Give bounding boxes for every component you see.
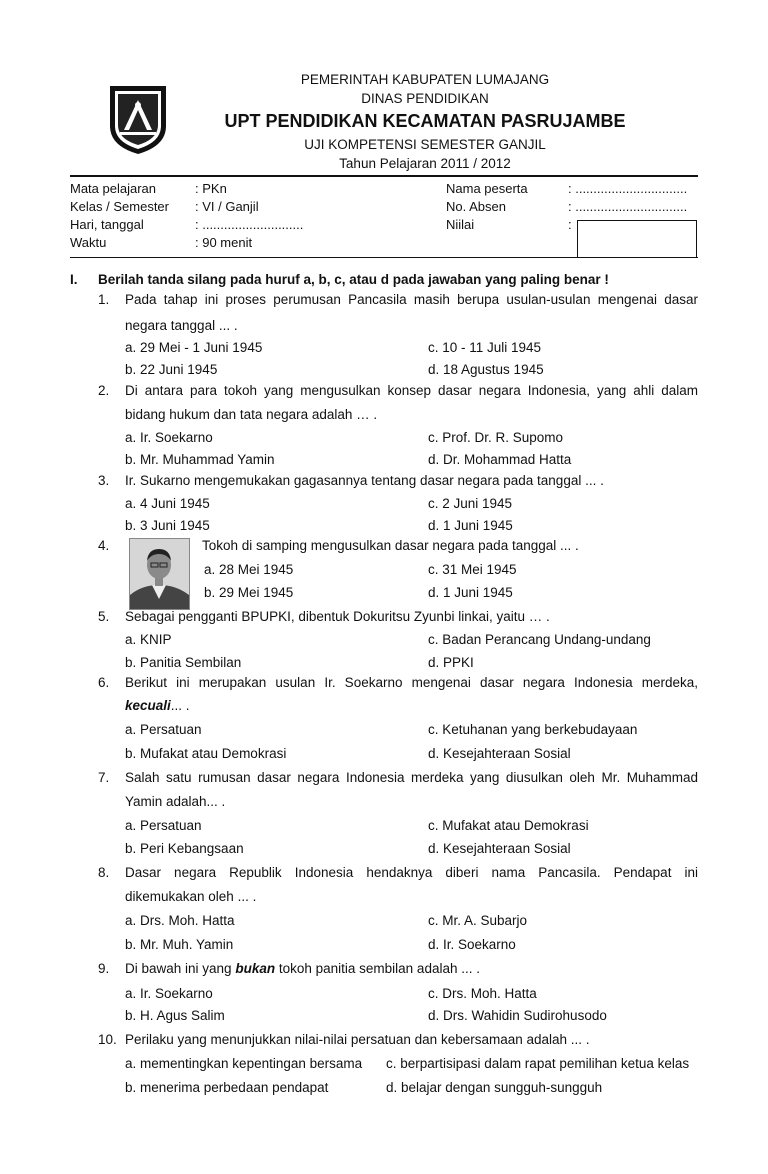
q10-option-a[interactable]: a. mementingkan kepentingan bersama (125, 1056, 363, 1071)
q5-option-a[interactable]: a. KNIP (125, 632, 172, 647)
header-line-department: DINAS PENDIDIKAN (361, 91, 489, 106)
q7-option-a[interactable]: a. Persatuan (125, 818, 202, 833)
q8-option-d[interactable]: d. Ir. Soekarno (428, 937, 516, 952)
info-value-date: : ............................ (195, 217, 304, 232)
q6-text-line1: Berikut ini merupakan usulan Ir. Soekarno mengenai dasar negara Indonesia merdeka, (125, 675, 698, 690)
q7-number: 7. (98, 770, 110, 785)
q2-option-d[interactable]: d. Dr. Mohammad Hatta (428, 452, 572, 467)
q5-option-d[interactable]: d. PPKI (428, 655, 474, 670)
q7-text-line1: Salah satu rumusan dasar negara Indonesia merdeka yang diusulkan oleh Mr. Muhammad (125, 770, 698, 785)
portrait-photo (129, 538, 190, 610)
q4-text: Tokoh di samping mengusulkan dasar negara pada tanggal ... . (202, 538, 579, 553)
info-label-class: Kelas / Semester (70, 199, 169, 214)
q6-option-a[interactable]: a. Persatuan (125, 722, 202, 737)
q10-option-b[interactable]: b. menerima perbedaan pendapat (125, 1080, 329, 1095)
section-instruction: Berilah tanda silang pada huruf a, b, c, atau d pada jawaban yang paling benar ! (98, 272, 609, 287)
q9-text-post: tokoh panitia sembilan adalah ... . (275, 961, 480, 976)
header-line-institution: UPT PENDIDIKAN KECAMATAN PASRUJAMBE (224, 111, 626, 131)
q7-text-line2: Yamin adalah... . (125, 794, 226, 809)
info-value-class: : VI / Ganjil (195, 199, 259, 214)
q8-option-b[interactable]: b. Mr. Muh. Yamin (125, 937, 234, 952)
q3-option-c[interactable]: c. 2 Juni 1945 (428, 496, 513, 511)
q1-option-d[interactable]: d. 18 Agustus 1945 (428, 362, 544, 377)
info-value-name: : ............................... (568, 181, 688, 196)
info-label-time: Waktu (70, 235, 107, 250)
q1-number: 1. (98, 292, 110, 307)
q1-option-a[interactable]: a. 29 Mei - 1 Juni 1945 (125, 340, 263, 355)
q6-option-d[interactable]: d. Kesejahteraan Sosial (428, 746, 571, 761)
q10-text: Perilaku yang menunjukkan nilai-nilai persatuan dan kebersamaan adalah ... . (125, 1032, 590, 1047)
q1-option-b[interactable]: b. 22 Juni 1945 (125, 362, 218, 377)
q9-option-b[interactable]: b. H. Agus Salim (125, 1008, 225, 1023)
q8-option-c[interactable]: c. Mr. A. Subarjo (428, 913, 528, 928)
q5-text: Sebagai pengganti BPUPKI, dibentuk Dokuritsu Zyunbi linkai, yaitu … . (125, 609, 550, 624)
q4-option-b[interactable]: b. 29 Mei 1945 (204, 585, 294, 600)
q2-text-line2: bidang hukum dan tata negara adalah … . (125, 407, 378, 422)
q9-number: 9. (98, 961, 110, 976)
q6-number: 6. (98, 675, 110, 690)
info-label-score: Niilai (446, 217, 475, 232)
info-value-score: : (568, 217, 572, 232)
q2-number: 2. (98, 383, 110, 398)
q3-number: 3. (98, 473, 110, 488)
info-divider (70, 257, 698, 258)
q6-text-line2 (125, 698, 190, 713)
q4-option-a[interactable]: a. 28 Mei 1945 (204, 562, 294, 577)
info-value-time: : 90 menit (195, 235, 253, 250)
q10-option-c[interactable]: c. berpartisipasi dalam rapat pemilihan ketua kelas (386, 1056, 690, 1071)
q3-option-a[interactable]: a. 4 Juni 1945 (125, 496, 210, 511)
q6-option-c[interactable]: c. Ketuhanan yang berkebudayaan (428, 722, 638, 737)
q9-option-a[interactable]: a. Ir. Soekarno (125, 986, 213, 1001)
q8-text-line1: Dasar negara Republik Indonesia hendaknya diberi nama Pancasila. Pendapat ini (125, 865, 698, 880)
info-label-subject: Mata pelajaran (70, 181, 156, 196)
header-line-exam: UJI KOMPETENSI SEMESTER GANJIL (304, 137, 546, 152)
q5-option-c[interactable]: c. Badan Perancang Undang-undang (428, 632, 651, 647)
q3-text: Ir. Sukarno mengemukakan gagasannya tentang dasar negara pada tanggal ... . (125, 473, 604, 488)
q7-option-c[interactable]: c. Mufakat atau Demokrasi (428, 818, 589, 833)
header-divider (70, 175, 698, 177)
header-line-year: Tahun Pelajaran 2011 / 2012 (339, 156, 511, 171)
info-label-name: Nama peserta (446, 181, 528, 196)
q8-option-a[interactable]: a. Drs. Moh. Hatta (125, 913, 235, 928)
q10-option-d[interactable]: d. belajar dengan sungguh-sungguh (386, 1080, 603, 1095)
section-number: I. (70, 272, 78, 287)
info-label-absen: No. Absen (446, 199, 506, 214)
q1-text-line1: Pada tahap ini proses perumusan Pancasila masih berupa usulan-usulan mengenai dasar (125, 292, 698, 307)
q1-option-c[interactable]: c. 10 - 11 Juli 1945 (428, 340, 542, 355)
header-line-government: PEMERINTAH KABUPATEN LUMAJANG (300, 72, 550, 87)
q4-option-d[interactable]: d. 1 Juni 1945 (428, 585, 513, 600)
q9-option-d[interactable]: d. Drs. Wahidin Sudirohusodo (428, 1008, 607, 1023)
q9-emphasis: bukan (235, 961, 276, 976)
score-box (577, 220, 697, 258)
q5-option-b[interactable]: b. Panitia Sembilan (125, 655, 242, 670)
q9-text (125, 961, 480, 976)
q2-text-line1: Di antara para tokoh yang mengusulkan konsep dasar negara Indonesia, yang ahli dalam (125, 383, 698, 398)
q9-option-c[interactable]: c. Drs. Moh. Hatta (428, 986, 537, 1001)
q10-number: 10. (98, 1032, 117, 1047)
q8-text-line2: dikemukakan oleh ... . (125, 889, 257, 904)
q2-option-b[interactable]: b. Mr. Muhammad Yamin (125, 452, 275, 467)
q6-tail: ... . (170, 698, 190, 713)
q7-option-d[interactable]: d. Kesejahteraan Sosial (428, 841, 571, 856)
q4-number: 4. (98, 538, 110, 553)
q1-text-line2: negara tanggal ... . (125, 318, 238, 333)
q8-number: 8. (98, 865, 110, 880)
q2-option-c[interactable]: c. Prof. Dr. R. Supomo (428, 430, 564, 445)
q9-text-pre: Di bawah ini yang (125, 961, 236, 976)
q7-option-b[interactable]: b. Peri Kebangsaan (125, 841, 244, 856)
q5-number: 5. (98, 609, 110, 624)
q3-option-d[interactable]: d. 1 Juni 1945 (428, 518, 513, 533)
q2-option-a[interactable]: a. Ir. Soekarno (125, 430, 213, 445)
q6-emphasis: kecuali (125, 698, 171, 713)
info-label-date: Hari, tanggal (70, 217, 144, 232)
q6-option-b[interactable]: b. Mufakat atau Demokrasi (125, 746, 287, 761)
q3-option-b[interactable]: b. 3 Juni 1945 (125, 518, 210, 533)
q4-option-c[interactable]: c. 31 Mei 1945 (428, 562, 517, 577)
info-value-subject: : PKn (195, 181, 227, 196)
info-value-absen: : ............................... (568, 199, 688, 214)
